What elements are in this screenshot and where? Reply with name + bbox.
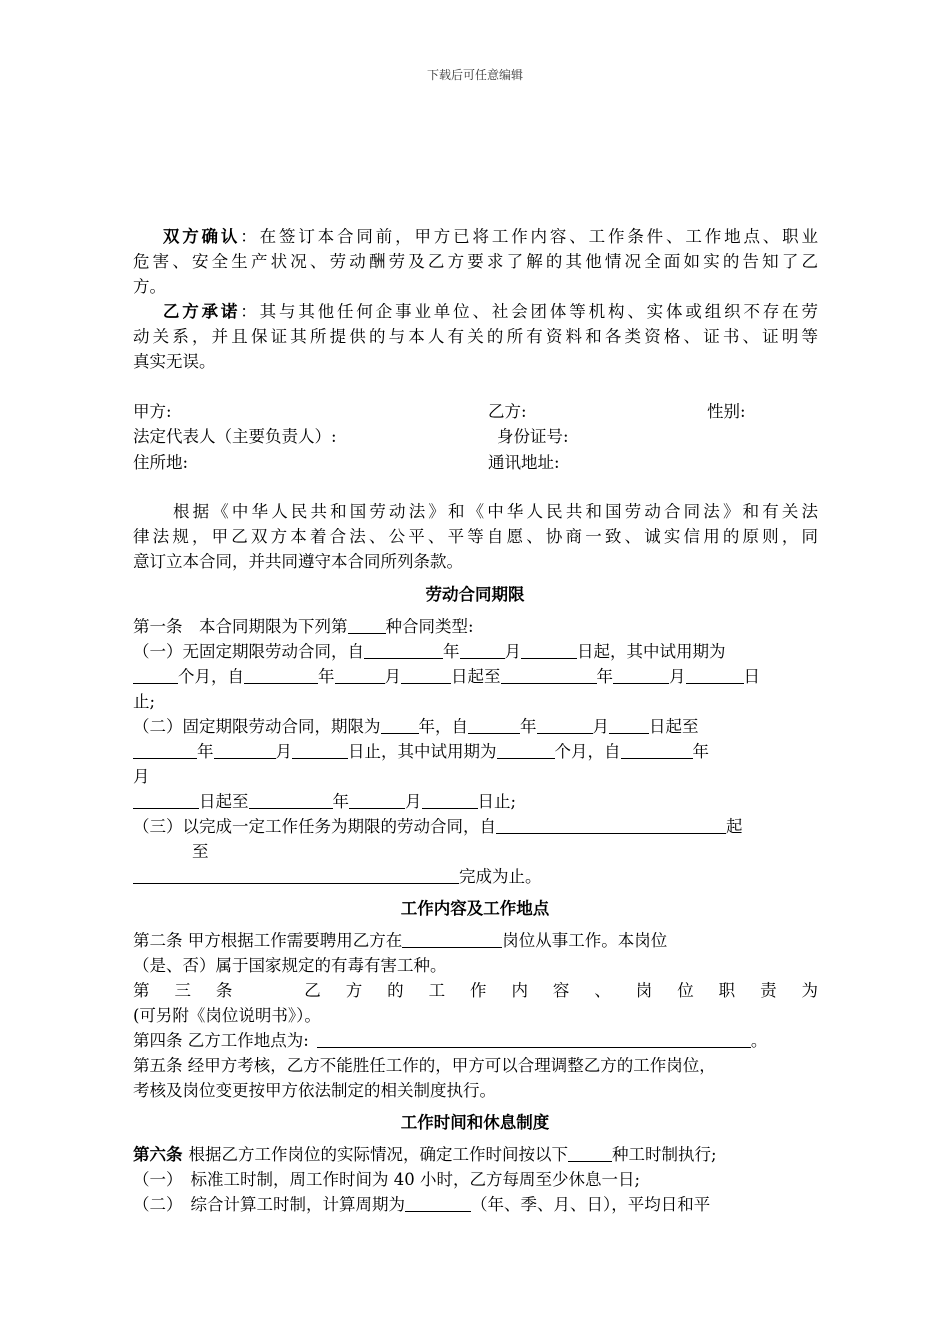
blank[interactable] [686, 667, 744, 684]
item-1-line-3: 止; [133, 692, 156, 711]
promise-line-3: 真实无误。 [133, 352, 216, 371]
blank[interactable] [292, 742, 348, 759]
item-2-line-3: 月 [133, 767, 150, 786]
item-3-line-1: （三）以完成一定工作任务为期限的劳动合同，自 起 [133, 817, 743, 836]
blank[interactable] [381, 717, 419, 734]
item-3-line-3: 完成为止。 [133, 866, 818, 888]
blank[interactable] [468, 717, 520, 734]
item-1-line-1: （一）无固定期限劳动合同，自 年 月 日起，其中试用期为 [133, 642, 726, 661]
section-title-work-content: 工作内容及工作地点 [400, 899, 550, 918]
promise-label: 乙方承诺 [160, 302, 241, 321]
promise-line-1: 乙方承诺：其与其他任何企事业单位、社会团体等机构、实体或组织不存在劳 [160, 302, 819, 321]
confirm-label: 双方确认 [160, 227, 241, 246]
blank[interactable] [244, 667, 318, 684]
blank[interactable] [349, 792, 405, 809]
blank[interactable] [133, 792, 199, 809]
blank[interactable] [422, 792, 478, 809]
article-1: 第一条 本合同期限为下列第 种合同类型: [133, 617, 474, 636]
address-label: 住所地: [133, 453, 189, 472]
id-no-label: 身份证号: [497, 427, 569, 446]
blank[interactable] [335, 667, 385, 684]
blank[interactable] [497, 742, 555, 759]
item-6-1: （一） 标准工时制，周工作时间为 40 小时，乙方每周至少休息一日; [133, 1170, 641, 1189]
confirm-line-1: 双方确认：在签订本合同前，甲方已将工作内容、工作条件、工作地点、职业 [160, 227, 819, 246]
blank[interactable] [214, 742, 276, 759]
item-1-line-2: 个月，自 年 月 日起至 年 月 日 [133, 666, 818, 688]
party-b-label: 乙方: [488, 402, 527, 421]
legal-rep-label: 法定代表人（主要负责人）: [133, 427, 337, 446]
item-2-line-4: 日起至 年 月 日止; [133, 791, 818, 813]
confirm-line-2: 危害、安全生产状况、劳动酬劳及乙方要求了解的其他情况全面如实的告知了乙 [133, 252, 818, 271]
intro-line-1: 根据《中华人民共和国劳动法》和《中华人民共和国劳动合同法》和有关法 [173, 502, 818, 521]
blank[interactable] [501, 667, 597, 684]
party-a-label: 甲方: [133, 402, 172, 421]
blank[interactable] [402, 931, 502, 948]
intro-line-2: 律法规，甲乙双方本着合法、公平、平等自愿、协商一致、诚实信用的原则，同 [133, 527, 818, 546]
article-5-line-2: 考核及岗位变更按甲方依法制定的相关制度执行。 [133, 1081, 496, 1100]
article-6: 第六条 根据乙方工作岗位的实际情况，确定工作时间按以下 种工时制执行; [133, 1145, 717, 1164]
mail-address-label: 通讯地址: [488, 453, 560, 472]
blank[interactable] [613, 667, 669, 684]
blank[interactable] [401, 667, 451, 684]
article-3-line-1: 第 三 条 乙 方 的 工 作 内 容 、 岗 位 职 责 为 [133, 981, 818, 1000]
blank[interactable] [537, 717, 593, 734]
blank[interactable] [133, 667, 178, 684]
item-2-line-2: 年 月 日止，其中试用期为 个月，自 年 [133, 741, 818, 763]
gender-label: 性别: [707, 402, 746, 421]
promise-line-2: 动关系，并且保证其所提供的与本人有关的所有资料和各类资格、证书、证明等 [133, 327, 818, 346]
blank[interactable] [249, 792, 333, 809]
blank[interactable] [133, 867, 459, 884]
blank[interactable] [568, 1145, 612, 1162]
article-3-line-2: (可另附《岗位说明书》）。 [133, 1006, 321, 1025]
confirm-line-3: 方。 [133, 277, 166, 296]
section-title-contract-term: 劳动合同期限 [425, 585, 525, 604]
blank[interactable] [521, 642, 577, 659]
page-header: 下载后可任意编辑 [426, 68, 523, 82]
intro-line-3: 意订立本合同，并共同遵守本合同所列条款。 [133, 552, 463, 571]
blank[interactable] [621, 742, 693, 759]
blank[interactable] [364, 642, 443, 659]
blank[interactable] [317, 1031, 751, 1048]
item-2-line-1: （二）固定期限劳动合同，期限为 年，自 年 月 日起至 [133, 717, 699, 736]
blank[interactable] [460, 642, 505, 659]
blank[interactable] [405, 1195, 471, 1212]
section-title-work-hours: 工作时间和休息制度 [400, 1113, 550, 1132]
item-6-2: （二） 综合计算工时制，计算周期为 （年、季、月、日），平均日和平 [133, 1195, 711, 1214]
article-2-line-1: 第二条 甲方根据工作需要聘用乙方在 岗位从事工作。本岗位 [133, 931, 668, 950]
item-3-line-2: 至 [192, 842, 209, 861]
blank[interactable] [348, 617, 386, 634]
article-2-line-2: （是、否）属于国家规定的有毒有害工种。 [133, 956, 447, 975]
article-4: 第四条 乙方工作地点为: 。 [133, 1031, 768, 1050]
blank[interactable] [496, 817, 726, 834]
article-5-line-1: 第五条 经甲方考核，乙方不能胜任工作的，甲方可以合理调整乙方的工作岗位， [133, 1056, 716, 1075]
blank[interactable] [133, 742, 197, 759]
blank[interactable] [609, 717, 649, 734]
